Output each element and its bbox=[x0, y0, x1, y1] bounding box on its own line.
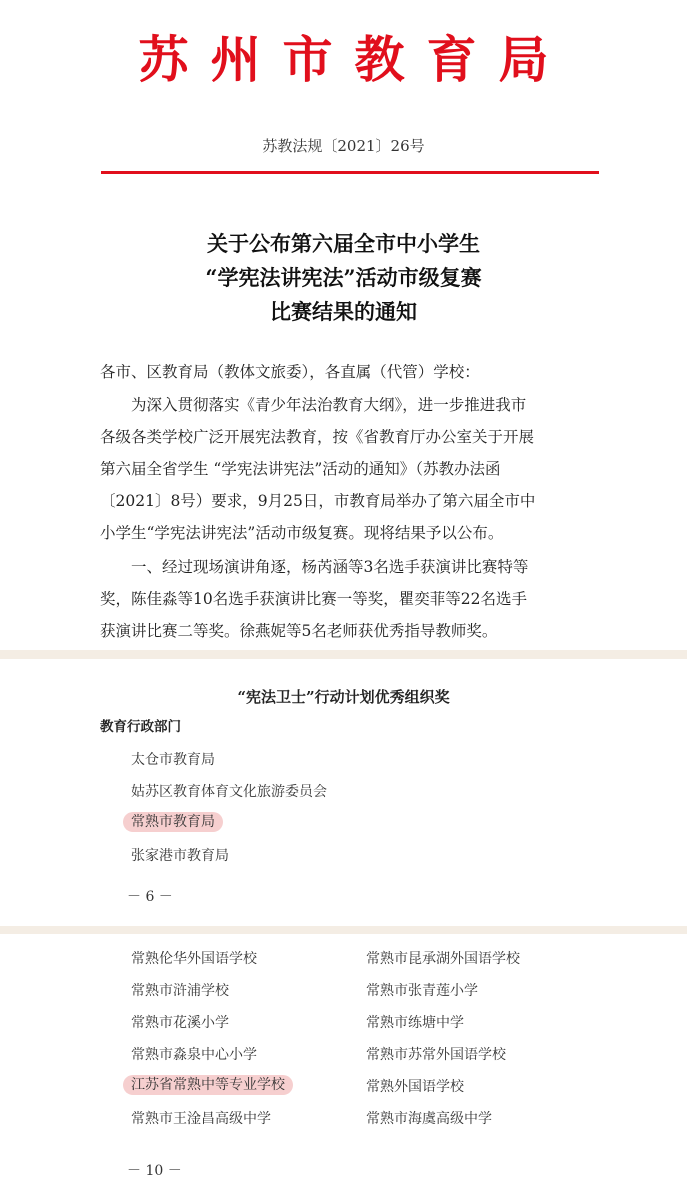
school-left: 常熟市花溪小学 bbox=[131, 1015, 229, 1031]
school-left-highlighted bbox=[131, 1074, 293, 1094]
highlight-marker: 常熟市教育局 bbox=[123, 812, 223, 832]
school-left: 常熟市淼泉中心小学 bbox=[131, 1047, 257, 1063]
school-right: 常熟市昆承湖外国语学校 bbox=[366, 951, 520, 967]
paragraph-1-line: 〔2021〕8号）要求，9月25日，市教育局举办了第六届全市中 bbox=[100, 492, 536, 510]
school-right: 常熟外国语学校 bbox=[366, 1079, 464, 1095]
category-label: 教育行政部门 bbox=[100, 719, 181, 735]
paragraph-1-line: 小学生“学宪法讲宪法”活动市级复赛。现将结果予以公布。 bbox=[100, 524, 504, 542]
document-number: 苏教法规〔2021〕26号 bbox=[262, 137, 425, 155]
paragraph-2-line: 一、经过现场演讲角逐，杨芮涵等3名选手获演讲比赛特等 bbox=[131, 558, 529, 576]
school-right: 常熟市张青莲小学 bbox=[366, 983, 478, 999]
school-left: 常熟市浒浦学校 bbox=[131, 983, 229, 999]
masthead-title: 苏州市教育局 bbox=[138, 30, 571, 89]
award-heading: “宪法卫士”行动计划优秀组织奖 bbox=[237, 688, 450, 706]
notice-title-line-2: “学宪法讲宪法”活动市级复赛 bbox=[205, 265, 482, 290]
school-left: 常熟市王淦昌高级中学 bbox=[131, 1111, 271, 1127]
paragraph-1-line: 各级各类学校广泛开展宪法教育，按《省教育厅办公室关于开展 bbox=[100, 428, 535, 446]
paragraph-2-line: 奖，陈佳淼等10名选手获演讲比赛一等奖，瞿奕菲等22名选手 bbox=[100, 590, 527, 608]
notice-title-line-1: 关于公布第六届全市中小学生 bbox=[207, 231, 480, 256]
list-item: 太仓市教育局 bbox=[131, 752, 215, 768]
paragraph-1-line: 第六届全省学生 “学宪法讲宪法”活动的通知》（苏教办法函 bbox=[100, 460, 501, 478]
school-left: 常熟伦华外国语学校 bbox=[131, 951, 257, 967]
school-right: 常熟市海虞高级中学 bbox=[366, 1111, 492, 1127]
paragraph-2-line: 获演讲比赛二等奖。徐燕妮等5名老师获优秀指导教师奖。 bbox=[100, 622, 498, 640]
document-page-6-excerpt bbox=[0, 659, 687, 926]
list-item: 张家港市教育局 bbox=[131, 848, 229, 864]
notice-title-line-3: 比赛结果的通知 bbox=[270, 299, 417, 324]
document-page-10-excerpt bbox=[0, 934, 687, 1202]
red-divider-line bbox=[101, 171, 599, 174]
list-item: 姑苏区教育体育文化旅游委员会 bbox=[131, 784, 327, 800]
school-right: 常熟市苏常外国语学校 bbox=[366, 1047, 506, 1063]
highlight-marker: 江苏省常熟中等专业学校 bbox=[123, 1075, 293, 1095]
page-number: － 6 － bbox=[127, 889, 173, 905]
paragraph-1-line: 为深入贯彻落实《青少年法治教育大纲》，进一步推进我市 bbox=[131, 396, 527, 414]
page-number: － 10 － bbox=[127, 1163, 182, 1179]
list-item-highlighted bbox=[131, 811, 223, 831]
school-right: 常熟市练塘中学 bbox=[366, 1015, 464, 1031]
salutation: 各市、区教育局（教体文旅委），各直属（代管）学校： bbox=[100, 363, 480, 381]
